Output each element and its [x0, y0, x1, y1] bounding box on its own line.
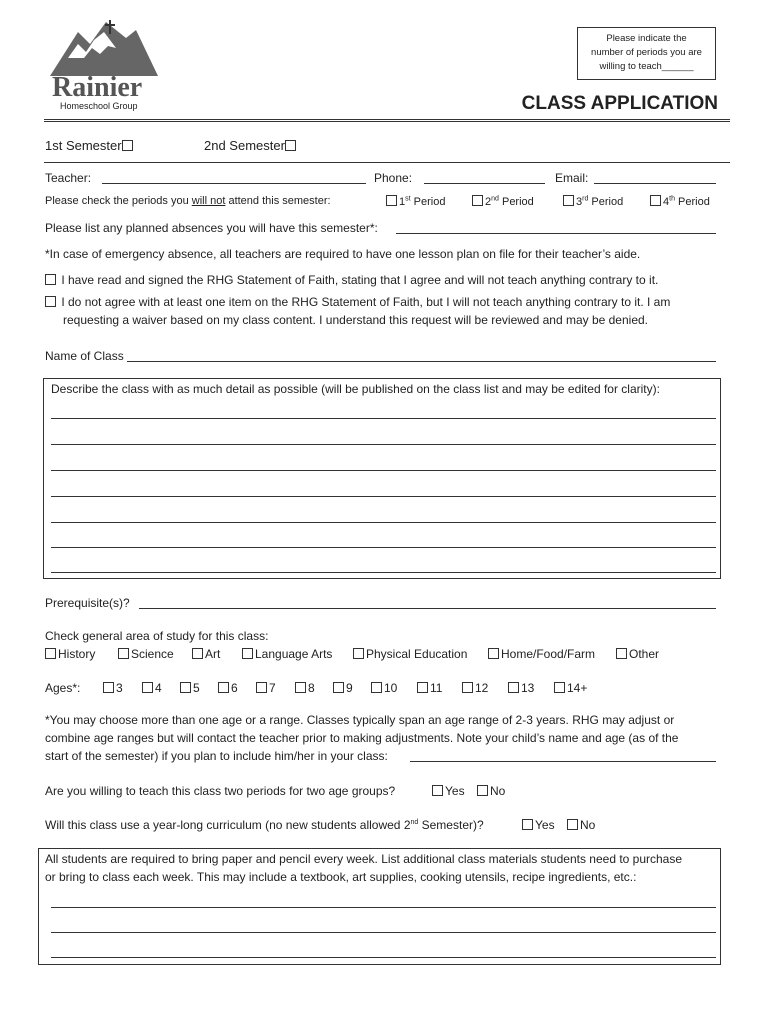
age-option-13[interactable]: 13 — [508, 681, 534, 695]
checkbox[interactable] — [180, 682, 191, 693]
class-name-field[interactable] — [127, 361, 716, 362]
first-semester-label: 1st Semester — [45, 138, 122, 153]
description-line[interactable] — [51, 522, 716, 523]
checkbox[interactable] — [508, 682, 519, 693]
note-line-1: Please indicate the — [606, 33, 687, 44]
checkbox[interactable] — [522, 819, 533, 830]
checkbox[interactable] — [103, 682, 114, 693]
phone-label: Phone: — [374, 171, 413, 185]
child-info-field[interactable] — [410, 761, 716, 762]
age-option-3[interactable]: 3 — [103, 681, 123, 695]
description-prompt: Describe the class with as much detail as possible (will be published on the class list and may be edited for clarity): — [51, 382, 660, 396]
checkbox[interactable] — [353, 648, 364, 659]
age-note-line2: combine age ranges but will contact the teacher prior to making adjustments. Note your child’s name and age (as of the — [45, 731, 679, 745]
study-option-history[interactable]: History — [45, 647, 95, 661]
materials-field-line[interactable] — [51, 932, 716, 933]
prereq-label: Prerequisite(s)? — [45, 596, 130, 610]
email-field[interactable] — [594, 183, 716, 184]
periods-note-box — [577, 27, 716, 80]
study-option-art[interactable]: Art — [192, 647, 220, 661]
checkbox[interactable] — [333, 682, 344, 693]
materials-field-line[interactable] — [51, 957, 716, 958]
two-periods-no[interactable]: No — [477, 784, 505, 798]
absences-label: Please list any planned absences you will have this semester*: — [45, 221, 378, 235]
teacher-field[interactable] — [102, 183, 366, 184]
age-option-5[interactable]: 5 — [180, 681, 200, 695]
ages-label: Ages*: — [45, 681, 81, 695]
age-note-line3: start of the semester) if you plan to include him/her in your class: — [45, 749, 388, 763]
checkbox[interactable] — [462, 682, 473, 693]
class-name-label: Name of Class — [45, 349, 124, 363]
description-box — [43, 378, 721, 579]
checkbox[interactable] — [417, 682, 428, 693]
checkbox[interactable] — [295, 682, 306, 693]
description-line[interactable] — [51, 572, 716, 573]
checkbox[interactable] — [192, 648, 203, 659]
teacher-label: Teacher: — [45, 171, 92, 185]
study-option-other[interactable]: Other — [616, 647, 659, 661]
checkbox[interactable] — [554, 682, 565, 693]
checkbox[interactable] — [432, 785, 443, 796]
first-semester-checkbox[interactable] — [122, 140, 133, 151]
checkbox[interactable] — [477, 785, 488, 796]
age-option-12[interactable]: 12 — [462, 681, 488, 695]
period-2-checkbox[interactable] — [472, 195, 483, 206]
two-periods-question: Are you willing to teach this class two periods for two age groups? — [45, 784, 396, 798]
second-semester-checkbox[interactable] — [285, 140, 296, 151]
two-periods-yes[interactable]: Yes — [432, 784, 465, 798]
periods-prompt: Please check the periods you will not attend this semester: — [45, 195, 331, 207]
year-long-no[interactable]: No — [567, 818, 595, 832]
checkbox[interactable] — [218, 682, 229, 693]
age-option-8[interactable]: 8 — [295, 681, 315, 695]
year-long-yes[interactable]: Yes — [522, 818, 555, 832]
period-1-checkbox[interactable] — [386, 195, 397, 206]
note-line-3[interactable]: willing to teach______ — [599, 61, 694, 72]
materials-line1: All students are required to bring paper and pencil every week. List additional class materials students need to purchase — [45, 852, 683, 866]
age-option-4[interactable]: 4 — [142, 681, 162, 695]
period-4-checkbox[interactable] — [650, 195, 661, 206]
study-option-home-food-farm[interactable]: Home/Food/Farm — [488, 647, 595, 661]
absences-field[interactable] — [396, 233, 716, 234]
faith-waiver-option[interactable]: I do not agree with at least one item on the RHG Statement of Faith, but I will not teach anything contrary to it. I am — [45, 295, 670, 309]
period-3-checkbox[interactable] — [563, 195, 574, 206]
study-option-language-arts[interactable]: Language Arts — [242, 647, 332, 661]
checkbox[interactable] — [567, 819, 578, 830]
materials-field-line[interactable] — [51, 907, 716, 908]
form-title: CLASS APPLICATION — [521, 93, 718, 114]
study-prompt: Check general area of study for this class: — [45, 629, 269, 643]
logo-subtitle: Homeschool Group — [60, 101, 138, 111]
period-2-option[interactable]: 2nd Period — [472, 195, 534, 208]
email-label: Email: — [555, 171, 589, 185]
svg-text:Rainier: Rainier — [52, 72, 143, 103]
checkbox[interactable] — [242, 648, 253, 659]
first-semester-option[interactable] — [45, 138, 135, 153]
study-option-science[interactable]: Science — [118, 647, 174, 661]
note-line-2: number of periods you are — [591, 47, 702, 58]
age-option-10[interactable]: 10 — [371, 681, 397, 695]
age-option-7[interactable]: 7 — [256, 681, 276, 695]
age-option-14-plus[interactable]: 14+ — [554, 681, 587, 695]
year-long-question: Will this class use a year-long curriculum (no new students allowed 2nd Semester)? — [45, 818, 484, 832]
period-1-option[interactable]: 1st Period — [386, 195, 445, 208]
second-semester-label: 2nd Semester — [204, 138, 285, 153]
faith-agree-option[interactable]: I have read and signed the RHG Statement of Faith, stating that I agree and will not teach anything contrary to it. — [45, 273, 658, 287]
description-line[interactable] — [51, 547, 716, 548]
checkbox[interactable] — [488, 648, 499, 659]
emergency-note: *In case of emergency absence, all teachers are required to have one lesson plan on file for their teacher’s aide. — [45, 247, 641, 261]
materials-line2: or bring to class each week. This may include a textbook, art supplies, cooking utensils, recipe ingredients, etc.: — [45, 870, 637, 884]
checkbox[interactable] — [371, 682, 382, 693]
checkbox[interactable] — [118, 648, 129, 659]
age-option-6[interactable]: 6 — [218, 681, 238, 695]
study-option-physical-education[interactable]: Physical Education — [353, 647, 467, 661]
prereq-field[interactable] — [139, 608, 716, 609]
checkbox[interactable] — [142, 682, 153, 693]
section-divider — [44, 162, 730, 163]
checkbox[interactable] — [256, 682, 267, 693]
description-line[interactable] — [51, 470, 716, 471]
age-note-line1: *You may choose more than one age or a range. Classes typically span an age range of 2-3 years. RHG may adjust or — [45, 713, 675, 727]
phone-field[interactable] — [424, 183, 545, 184]
second-semester-option[interactable] — [204, 138, 298, 153]
description-line[interactable] — [51, 418, 716, 419]
faith-agree-checkbox[interactable] — [45, 274, 56, 285]
age-option-9[interactable]: 9 — [333, 681, 353, 695]
description-line[interactable] — [51, 444, 716, 445]
period-3-option[interactable]: 3rd Period — [563, 195, 623, 208]
age-option-11[interactable]: 11 — [417, 681, 442, 695]
faith-waiver-line2: requesting a waiver based on my class content. I understand this request will be reviewed and may be denied. — [63, 313, 648, 327]
faith-waiver-checkbox[interactable] — [45, 296, 56, 307]
description-line[interactable] — [51, 496, 716, 497]
checkbox[interactable] — [616, 648, 627, 659]
period-4-option[interactable]: 4th Period — [650, 195, 710, 208]
checkbox[interactable] — [45, 648, 56, 659]
header-divider — [44, 119, 730, 122]
